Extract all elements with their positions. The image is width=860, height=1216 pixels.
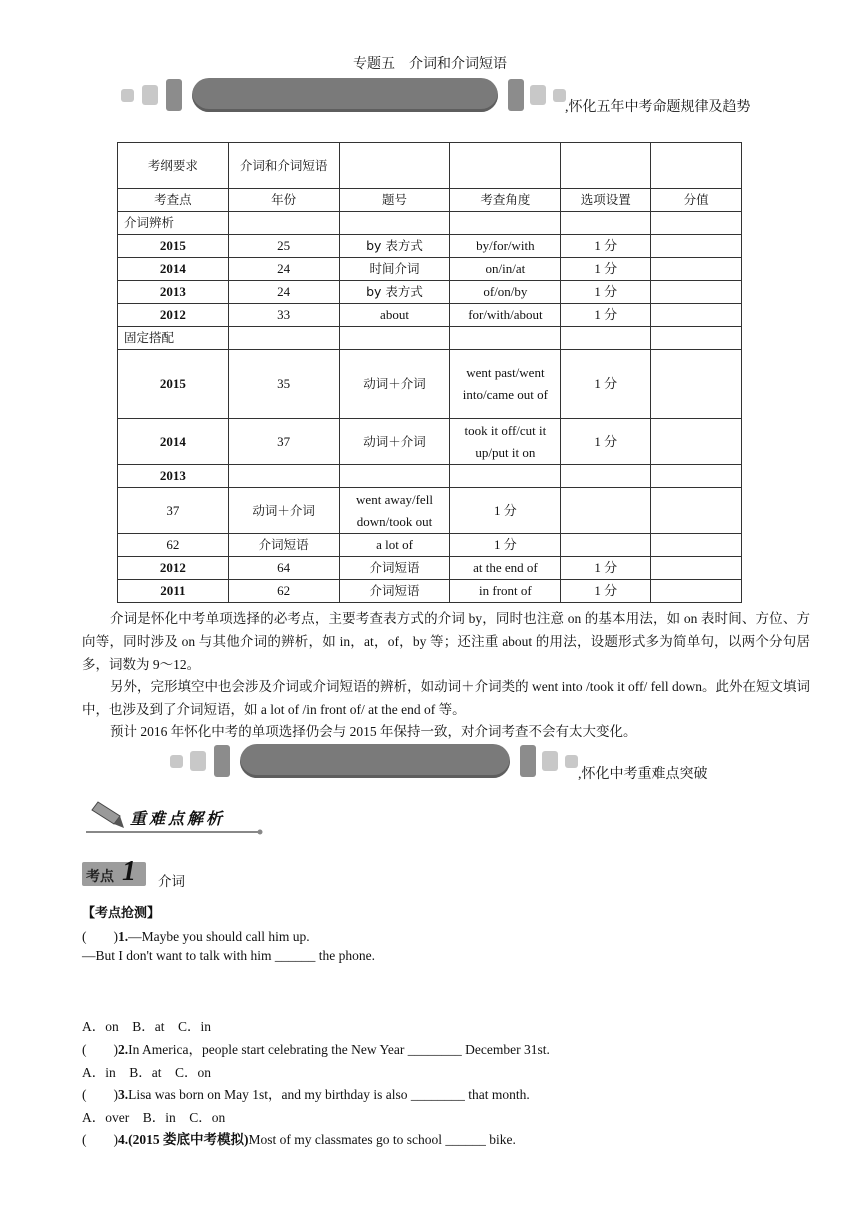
banner-square-icon [542,751,558,771]
table-cell: 2011 [118,580,229,603]
table-row [118,350,742,419]
table-cell: 62 [228,580,339,603]
banner-title: ,怀化五年中考命题规律及趋势 [565,100,751,115]
table-cell [651,419,742,465]
table-cell [651,258,742,281]
table-row [118,419,742,465]
analysis-paragraph: 另外，完形填空中也会涉及介词或介词短语的辨析，如动词＋介词类的 went into /took it off/ fell down。此外在短文填词中，也涉及到了介词短语，如 a lot of /in front of/ at the end of 等。 [82,679,810,717]
practice-heading: 【考点抢测】 [82,906,161,921]
kaodian-number: 1 [122,856,136,887]
table-cell [339,143,450,189]
question-text: Most of my classmates go to school ______ bike. [248,1132,516,1147]
analysis-paragraph: 预计 2016 年怀化中考的单项选择仍会与 2015 年保持一致，对介词考查不会有太大变化。 [110,724,637,739]
banner-pill [240,744,510,778]
banner-square-icon [170,755,183,768]
table-cell [561,488,651,534]
table-cell [651,488,742,534]
table-cell [651,143,742,189]
table-cell: 1 分 [561,258,651,281]
table-cell: for/with/about [450,304,561,327]
table-cell: went past/went into/came out of [450,350,561,419]
table-row [118,235,742,258]
table-cell: of/on/by [450,281,561,304]
table-row [118,534,742,557]
table-cell: a lot of [339,534,450,557]
exam-table [117,142,742,603]
table-cell: 动词＋介词 [228,488,339,534]
table-cell: 1 分 [450,488,561,534]
table-cell: 2013 [118,281,229,304]
answer-blank[interactable]: ( ) [82,1042,118,1057]
table-row [118,304,742,327]
table-cell [651,304,742,327]
table-cell: on/in/at [450,258,561,281]
table-cell [651,557,742,580]
question-3-options: A．over B．in C．on [82,1110,226,1125]
table-header: 分值 [651,189,742,212]
table-header: 年份 [228,189,339,212]
table-cell [561,143,651,189]
table-cell [651,235,742,258]
answer-blank[interactable]: ( ) [82,929,118,944]
table-cell: 2013 [118,465,229,488]
table-cell: in front of [450,580,561,603]
table-cell [651,350,742,419]
question-4 [82,1128,516,1148]
table-cell: 动词＋介词 [339,350,450,419]
question-2 [82,1038,550,1058]
table-cell: 介词短语 [228,534,339,557]
question-number: 1. [118,929,129,944]
question-1-line2: —But I don't want to talk with him ______ the phone. [82,948,376,963]
table-header: 题号 [339,189,450,212]
banner-square-icon [530,85,546,105]
table-cell: 1 分 [561,350,651,419]
banner-square-icon [142,85,158,105]
table-cell: 24 [228,258,339,281]
table-cell [450,143,561,189]
table-cell: 24 [228,281,339,304]
table-cell: 2015 [118,350,229,419]
table-cell: 1 分 [561,419,651,465]
table-cell: 37 [228,419,339,465]
table-cell: 35 [228,350,339,419]
banner-bar-icon [520,745,536,777]
table-row [118,465,742,488]
table-cell [651,281,742,304]
table-cell: 1 分 [561,580,651,603]
table-cell: by 表方式 [339,235,450,258]
banner-pill [192,78,498,112]
table-cell: 2014 [118,258,229,281]
question-text: Lisa was born on May 1st，and my birthday is also ________ that month. [128,1087,530,1102]
table-row [118,281,742,304]
table-cell: 62 [118,534,229,557]
table-cell [561,534,651,557]
table-cell: 1 分 [561,304,651,327]
question-1-options: A．on B．at C．in [82,1019,212,1034]
question-3 [82,1083,530,1103]
table-cell: 时间介词 [339,258,450,281]
table-header-row [118,189,742,212]
table-cell: 33 [228,304,339,327]
table-cell: took it off/cut it up/put it on [450,419,561,465]
question-2-options: A．in B．at C．on [82,1065,212,1080]
banner-bar-icon [214,745,230,777]
table-cell: 2012 [118,304,229,327]
question-number: 3. [118,1087,129,1102]
question-number: 4.(2015 娄底中考模拟) [118,1132,249,1147]
table-header: 考查角度 [450,189,561,212]
table-cell: by/for/with [450,235,561,258]
table-row [118,580,742,603]
banner-bar-icon [166,79,182,111]
banner-title: ,怀化中考重难点突破 [578,767,708,782]
table-cell: 37 [118,488,229,534]
answer-blank[interactable]: ( ) [82,1132,118,1147]
kaodian-title: 介词 [158,874,185,889]
kaodian-label: 考点 [86,869,114,885]
table-row [118,557,742,580]
analysis-paragraph: 介词是怀化中考单项选择的必考点，主要考查表方式的介词 by，同时也注意 on 的基本用法，如 on 表时间、方位、方向等，同时涉及 on 与其他介词的辨析，如 in，at，of，by 等；还注重 about 的用法，设题形式多为简单句，以两个分句居多，词数为 9～12。 [82,611,810,672]
table-section-label: 固定搭配 [118,327,229,350]
table-cell: 介词短语 [339,557,450,580]
table-header: 选项设置 [561,189,651,212]
answer-blank[interactable]: ( ) [82,1087,118,1102]
table-row [118,488,742,534]
table-cell: 1 分 [561,235,651,258]
table-row [118,212,742,235]
table-cell: 1 分 [561,281,651,304]
question-text: In America，people start celebrating the New Year ________ December 31st. [128,1042,550,1057]
table-row [118,143,742,189]
table-cell: 1 分 [561,557,651,580]
table-cell: 25 [228,235,339,258]
table-row [118,258,742,281]
banner-square-icon [565,755,578,768]
table-cell: about [339,304,450,327]
table-cell: 动词＋介词 [339,419,450,465]
section-logo-text: 重难点解析 [130,809,226,828]
banner-bar-icon [508,79,524,111]
table-cell [651,580,742,603]
table-section-label: 介词辨析 [118,212,229,235]
question-number: 2. [118,1042,129,1057]
table-cell: went away/fell down/took out [339,488,450,534]
table-cell: by 表方式 [339,281,450,304]
table-cell [651,534,742,557]
page-title: 专题五 介词和介词短语 [353,57,507,72]
table-cell: 介词和介词短语 [228,143,339,189]
table-cell: at the end of [450,557,561,580]
banner-square-icon [190,751,206,771]
table-cell: 考纲要求 [118,143,229,189]
table-header: 考查点 [118,189,229,212]
question-text: —Maybe you should call him up. [128,929,310,944]
table-row [118,327,742,350]
question-1 [82,925,310,945]
table-cell: 2015 [118,235,229,258]
table-cell: 2014 [118,419,229,465]
banner-square-icon [121,89,134,102]
table-cell: 1 分 [450,534,561,557]
table-cell: 64 [228,557,339,580]
table-cell: 介词短语 [339,580,450,603]
table-cell: 2012 [118,557,229,580]
